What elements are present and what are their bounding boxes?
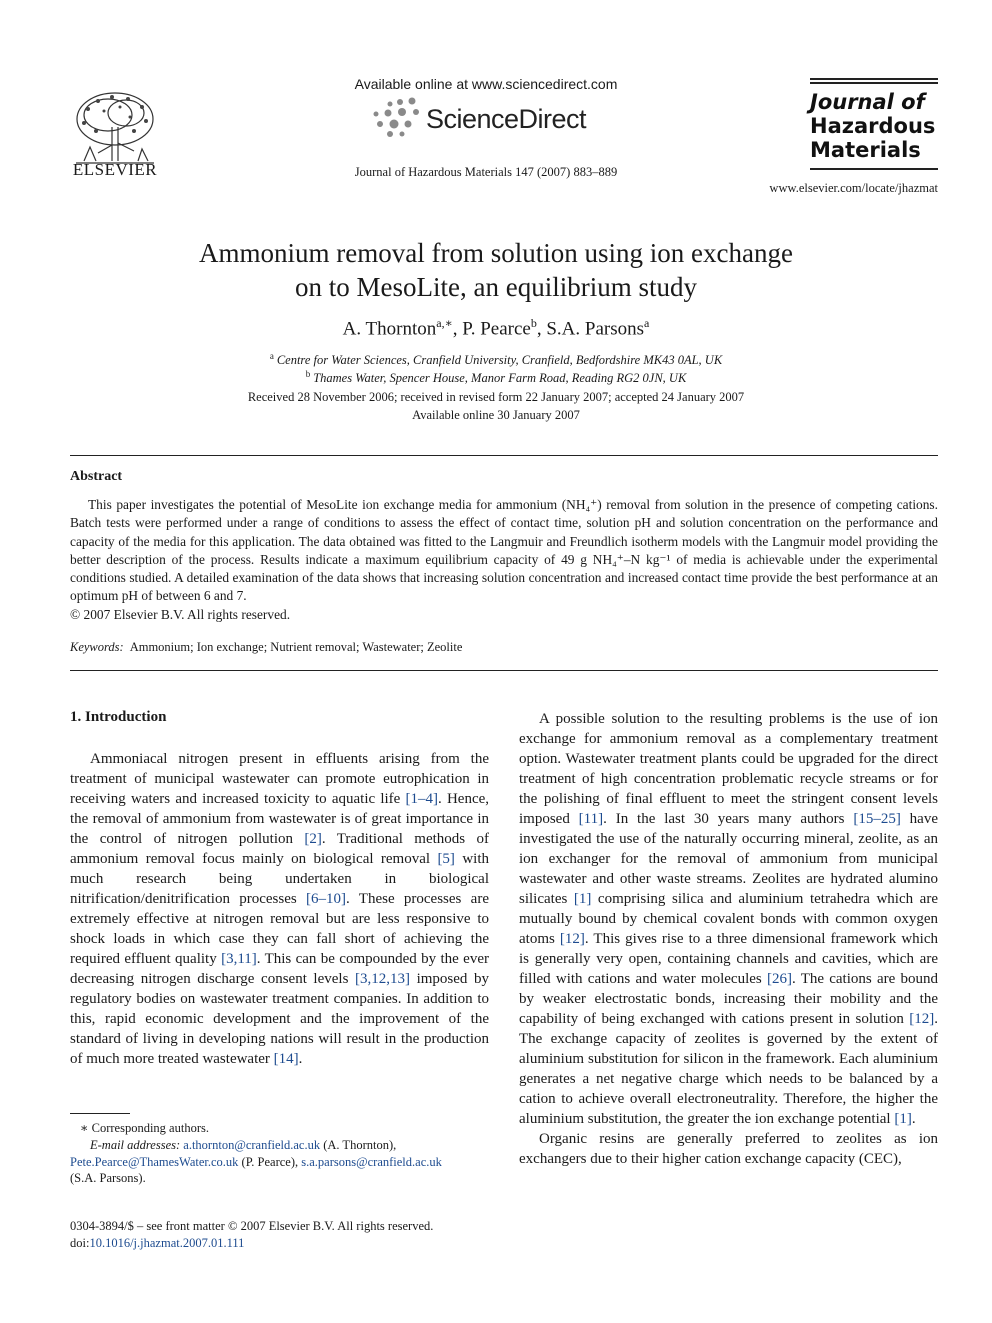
citation-link[interactable]: [15–25] [853,811,901,827]
citation-link[interactable]: [2] [304,831,322,847]
paragraph-text: . The cations are bound by weaker electrostatic bonds, increasing their mobility and the capability of being exchanged with cations present in solution [519,971,939,1027]
citation-link[interactable]: [3,11] [221,951,257,967]
journal-rule [810,168,938,170]
paragraph-text: with much research being undertaken in biological nitrification/denitrification processes [70,851,489,907]
email-label: E-mail addresses: [90,1138,181,1152]
available-online-date: Available online 30 January 2007 [412,408,580,422]
author-affiliation-mark[interactable]: a,∗ [436,316,453,330]
author-list [120,316,872,340]
author-separator: , [452,318,463,340]
citation-link[interactable]: [3,12,13] [355,971,410,987]
article-title [120,236,872,304]
paragraph-text: . Traditional methods of ammonium removal focus mainly on biological removal [70,831,490,867]
paragraph-text: A possible solution to the resulting problems is the use of ion exchange for ammonium removal as a complementary treatment option. Wastewater treatment plants could be upgraded for the direct treatment of high concentration problematic recycle streams or for the polishing of final effluent to meet the stringent consent levels imposed [519,711,938,827]
sciencedirect-wordmark: ScienceDirect [426,104,587,134]
doi-note [70,1235,489,1252]
paragraph-text: . This can be compounded by the ever decreasing nitrogen discharge consent levels [70,951,489,987]
abstract-heading: Abstract [70,469,123,484]
citation-link[interactable]: [14] [273,1051,299,1067]
journal-rule [810,78,938,80]
abstract-body [70,496,938,606]
citation-link[interactable]: [1–4] [405,791,439,807]
citation-link[interactable]: [12] [909,1011,935,1027]
keywords [70,640,462,655]
citation-link[interactable]: [1] [894,1111,912,1127]
citation-link[interactable]: [6–10] [306,891,347,907]
footnote-rule [70,1113,130,1114]
affiliation-text: Centre for Water Sciences, Cranfield University, Cranfield, Bedfordshire MK43 0AL, UK [276,353,723,368]
corresponding-author-note: ∗ Corresponding authors. [80,1121,209,1135]
received-dates: Received 28 November 2006; received in revised form 22 January 2007; accepted 24 January 2007 [247,390,745,404]
keywords-list: Ammonium; Ion exchange; Nutrient removal; Wastewater; Zeolite [129,640,463,654]
elsevier-wordmark: ELSEVIER [72,160,158,179]
affiliation-mark: a [269,351,274,361]
journal-name-line3: Materials [810,138,921,162]
available-online-text[interactable]: Available online at www.sciencedirect.com [354,76,618,92]
citation-link[interactable]: [1] [573,891,592,907]
keywords-label: Keywords: [70,640,124,654]
abstract-text: This paper investigates the potential of MesoLite ion exchange media for ammonium (NH₄⁺) removal from solution in the presence of competing cations. Batch tests were performed under a range of conditions to assess the effect of contact time, solution pH and solution concentration on the performance and capacity of the media for this application. The data obtained was fitted to the Langmuir and Freundlich isotherm models with the Langmuir model providing the better description of the process. Results indicate a maximum equilibrium capacity of 49 g NH₄⁺–N kg⁻¹ of media is achievable under the experimental conditions studied. A detailed examination of the data shows that increasing solution concentration and increased contact time provide the best performance at an optimum pH of between 6 and 7. [70,497,938,604]
citation-link[interactable]: [5] [437,851,455,867]
paragraph-text: . This gives rise to a three dimensional framework which is generally very open, containing channels and cavities, which are filled with cations and water molecules [519,931,938,987]
email-owner: (A. Thornton), [320,1138,397,1152]
paragraph-text: . [298,1051,303,1067]
copyright-notice: © 2007 Elsevier B.V. All rights reserved. [70,607,291,622]
affiliation-b [120,369,872,386]
paragraph-text: have investigated the use of the naturally occurring mineral, zeolite, as an ion exchanger for the removal of ammonium from municipal wastewater and other waste streams. Zeolites are hydrated alumino silicates [519,811,938,907]
author-affiliation-mark[interactable]: a [644,316,650,330]
title-line: on to MesoLite, an equilibrium study [295,272,697,302]
citation-link[interactable]: [12] [559,931,585,947]
divider [70,455,938,456]
email-link[interactable]: a.thornton@cranfield.ac.uk [183,1138,321,1152]
citation-link[interactable]: [26] [766,971,792,987]
email-link[interactable]: s.a.parsons@cranfield.ac.uk [301,1154,442,1169]
journal-name [810,90,938,162]
paragraph-text: . The exchange capacity of zeolites is governed by the extent of aluminium substitution for silicon in the framework. Each aluminium generates a net negative charge which needs to be balanced by a cation to achieve overall electroneutrality. Therefore, the higher the aluminium substitution, the greater the ion exchange potential [519,1011,938,1127]
paragraph-text: . In the last 30 years many authors [603,811,854,827]
journal-url[interactable]: www.elsevier.com/locate/jhazmat [769,181,938,195]
affiliation-text: Thames Water, Spencer House, Manor Farm Road, Reading RG2 0JN, UK [313,371,687,386]
paragraph [70,749,489,1069]
author-name: S.A. Parsons [546,318,644,340]
email-footnote [70,1137,489,1187]
right-column [519,709,938,1169]
journal-citation: Journal of Hazardous Materials 147 (2007) 883–889 [354,165,618,179]
left-column [70,749,489,1069]
author-affiliation-mark[interactable]: b [530,316,537,330]
affiliation-a [120,351,872,368]
email-owner: (P. Pearce), [238,1154,302,1169]
journal-rule [810,82,938,84]
journal-name-line2: Hazardous [810,114,936,138]
issn-note: 0304-3894/$ – see front matter © 2007 Elsevier B.V. All rights reserved. [70,1219,434,1233]
journal-brand [810,78,938,172]
title-line: Ammonium removal from solution using ion exchange [199,238,793,268]
paragraph-text: . These processes are extremely effective at nitrogen removal but are less responsive to shock loads in which case they can fall short of achieving the required effluent quality [70,891,489,967]
doi-link[interactable]: 10.1016/j.jhazmat.2007.01.111 [89,1236,245,1250]
paragraph-text: comprising silica and aluminium tetrahedra which are mutually bound by chemical covalent bonds with common oxygen atoms [519,891,938,947]
journal-name-line1: Journal of [810,90,925,114]
paragraph [519,709,938,1129]
paragraph-text: Ammoniacal nitrogen present in effluents arising from the treatment of municipal wastewater can promote eutrophication in receiving waters and increased toxicity to aquatic life [70,751,489,807]
author-separator: , [536,318,547,340]
paragraph: Organic resins are generally preferred to zeolites as ion exchangers due to their higher cation exchange capacity (CEC), [519,1131,938,1167]
paragraph-text: . Hence, the removal of ammonium from wastewater is of great importance in the control of nitrogen pollution [70,791,490,847]
affiliation-mark: b [305,369,311,379]
author-name: A. Thornton [342,318,437,340]
doi-label: doi: [70,1236,90,1250]
email-link[interactable]: Pete.Pearce@ThamesWater.co.uk [70,1154,239,1169]
citation-link[interactable]: [11] [578,811,604,827]
section-heading: 1. Introduction [70,709,167,725]
email-owner: (S.A. Parsons). [70,1171,146,1185]
paragraph-text: imposed by regulatory bodies on wastewater treatment companies. In addition to this, rapid economic development and the improvement of the standard of living in developing nations will result in the production of much more treated wastewater [70,971,489,1067]
author-name: P. Pearce [462,318,531,340]
divider [70,670,938,671]
paragraph-text: . [911,1111,916,1127]
